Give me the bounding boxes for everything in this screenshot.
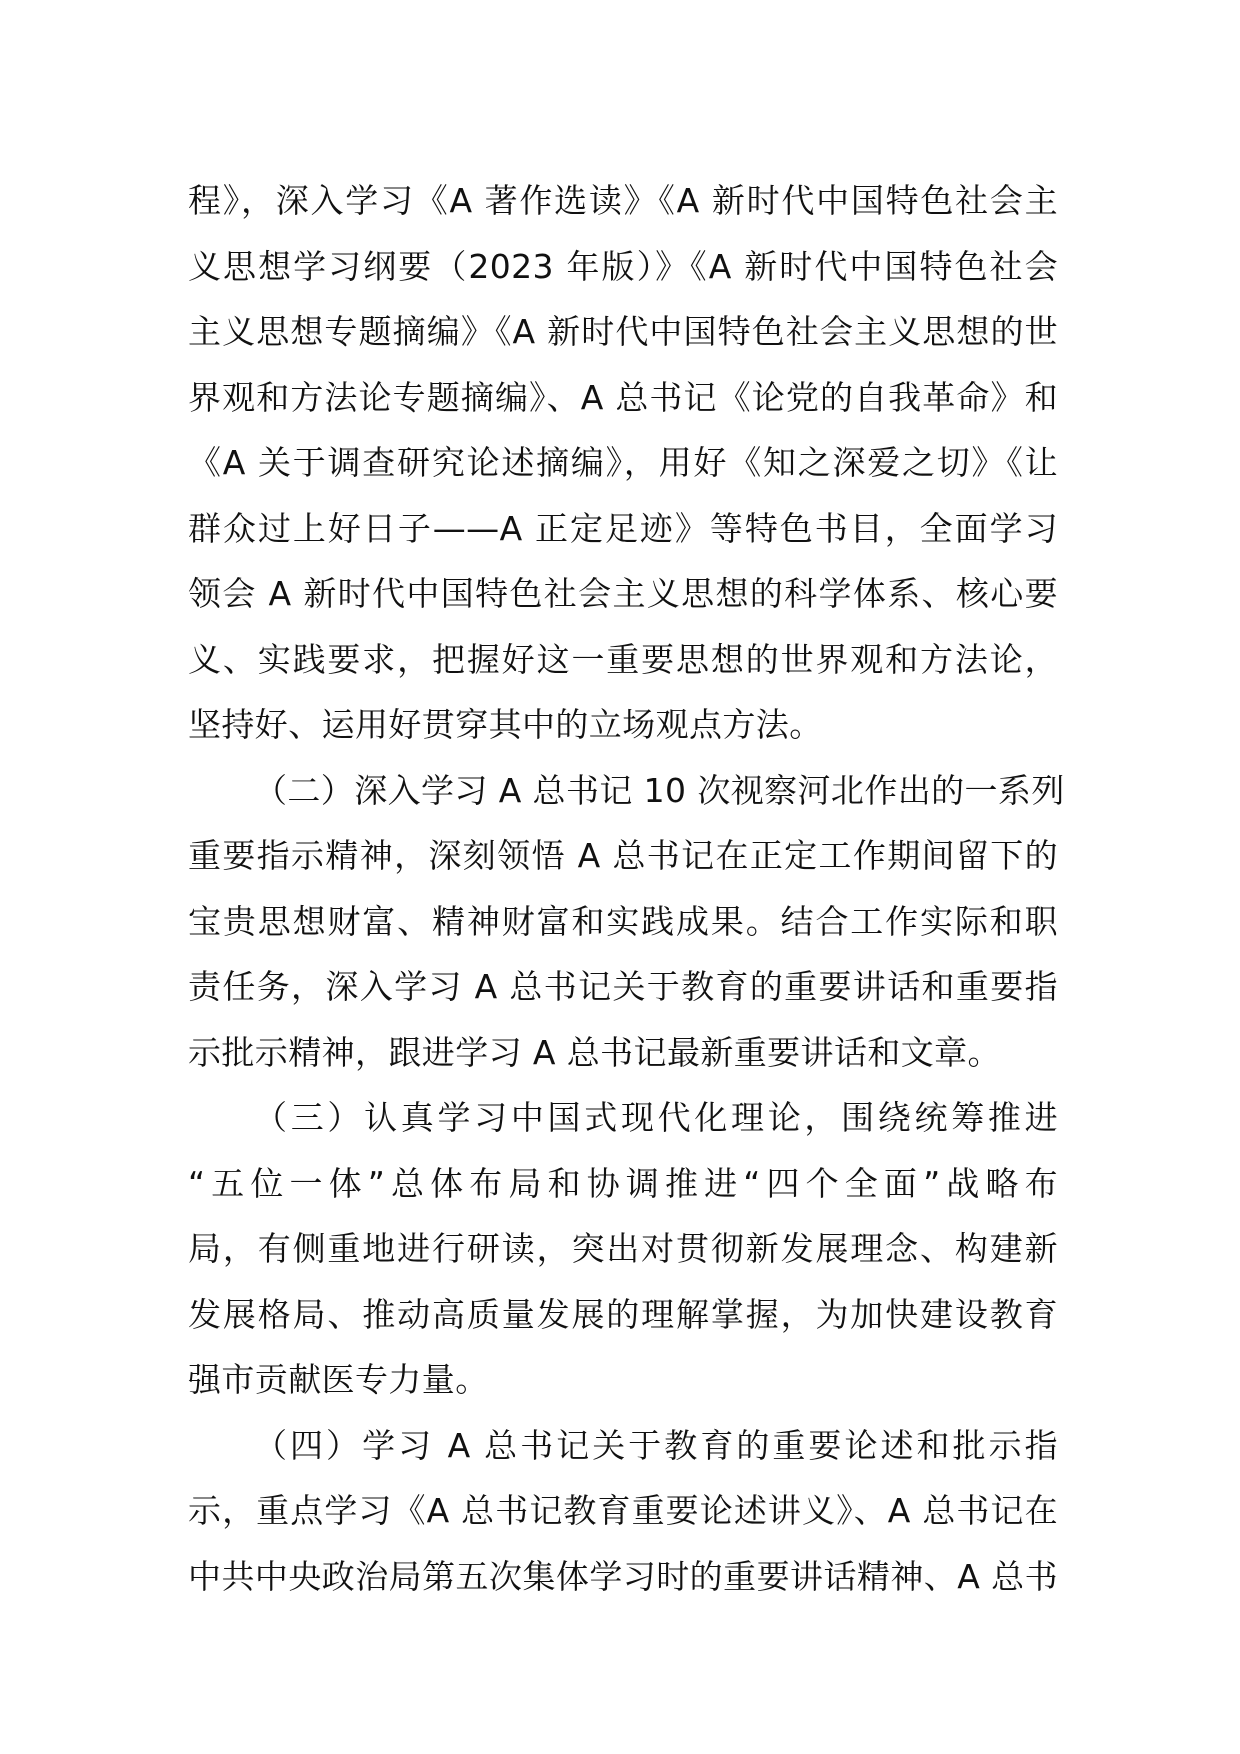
text-line: 责任务，深入学习 A 总书记关于教育的重要讲话和重要指 [188, 967, 1058, 1006]
text-line: 界观和方法论专题摘编》、A 总书记《论党的自我革命》和 [188, 377, 1058, 417]
text-line: （二）深入学习 A 总书记 10 次视察河北作出的一系列 [254, 770, 1065, 810]
text-line: 《A 关于调查研究论述摘编》，用好《知之深爱之切》《让 [188, 443, 1058, 482]
paragraph-3 [188, 1085, 1058, 1413]
text-line: 宝贵思想财富、精神财富和实践成果。结合工作实际和职 [188, 901, 1058, 941]
text-line: 局，有侧重地进行研读，突出对贯彻新发展理念、构建新 [188, 1229, 1058, 1268]
text-line: “五位一体”总体布局和协调推进“四个全面”战略布 [188, 1163, 1058, 1203]
text-line: 发展格局、推动高质量发展的理解掌握，为加快建设教育 [188, 1294, 1058, 1334]
text-line: 坚持好、运用好贯穿其中的立场观点方法。 [188, 705, 823, 744]
text-line: （四）学习 A 总书记关于教育的重要论述和批示指 [254, 1425, 1058, 1465]
text-line: 示批示精神，跟进学习 A 总书记最新重要讲话和文章。 [188, 1032, 1001, 1072]
text-line: 中共中央政治局第五次集体学习时的重要讲话精神、A 总书 [188, 1556, 1058, 1596]
text-line: （三）认真学习中国式现代化理论，围绕统筹推进 [254, 1098, 1058, 1137]
text-line: 领会 A 新时代中国特色社会主义思想的科学体系、核心要 [188, 574, 1058, 613]
document-body [188, 168, 1065, 1609]
text-line: 义思想学习纲要（2023 年版）》《A 新时代中国特色社会 [188, 246, 1058, 286]
text-line: 示，重点学习《A 总书记教育重要论述讲义》、A 总书记在 [188, 1491, 1058, 1530]
paragraph-1 [188, 168, 1058, 758]
paragraph-2 [188, 758, 1065, 1086]
text-line: 程》，深入学习《A 著作选读》《A 新时代中国特色社会主 [188, 181, 1058, 220]
text-line: 主义思想专题摘编》《A 新时代中国特色社会主义思想的世 [188, 312, 1058, 351]
text-line: 强市贡献医专力量。 [188, 1360, 489, 1399]
text-line: 群众过上好日子——A 正定足迹》等特色书目，全面学习 [188, 508, 1058, 548]
text-line: 重要指示精神，深刻领悟 A 总书记在正定工作期间留下的 [188, 836, 1058, 875]
text-line: 义、实践要求，把握好这一重要思想的世界观和方法论， [188, 639, 1058, 679]
paragraph-4 [188, 1413, 1058, 1610]
